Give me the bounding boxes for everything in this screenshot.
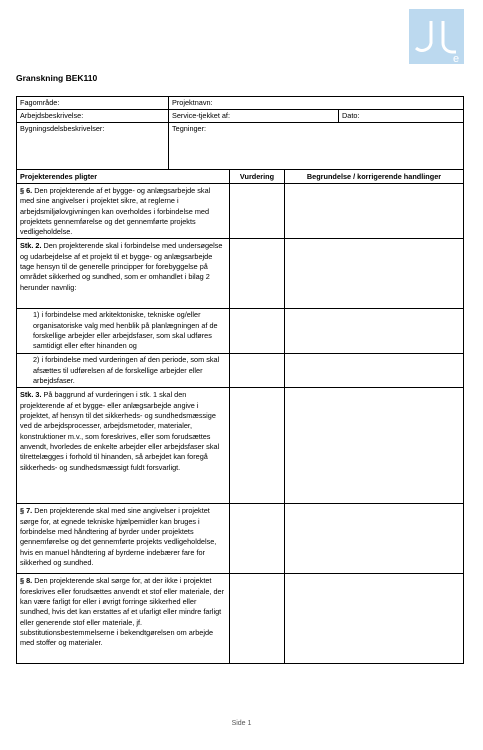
tegninger-label: Tegninger: xyxy=(169,123,464,170)
vurdering-cell[interactable] xyxy=(230,239,285,309)
arbejdsbeskrivelse-label: Arbejdsbeskrivelse: xyxy=(17,110,169,123)
page-footer: Side 1 xyxy=(231,720,252,727)
begrundelse-cell[interactable] xyxy=(285,504,464,574)
svg-text:e: e xyxy=(453,53,460,64)
duty-subitem-text: 1) i forbindelse med arkitektoniske, tekniske og/eller organisatoriske valg med henblik på planlægningen af de forskellige arbejder eller arbejdsfaser, som skal udføres samtidigt eller efter hinanden og xyxy=(17,309,230,354)
duty-text: Stk. 2. Den projekterende skal i forbindelse med undersøgelse og udarbejdelse af et projekt til et bygge- og anlægsarbejde tage hensyn til de generelle principper for forebyggelse på området sikkerhed og sundhed, som er omhandlet i bilag 2 herunder navnlig: xyxy=(17,239,230,309)
begrundelse-cell[interactable] xyxy=(285,574,464,664)
duty-text: § 6. Den projekterende af et bygge- og anlægsarbejde skal med sine angivelser i projektet sikre, at reglerne i arbejdsmiljølovgivningen kan overholdes i forbindelse med projektets gennemførelse og det gennemførte projekts vedligeholdelse. xyxy=(17,184,230,239)
vurdering-cell[interactable] xyxy=(230,574,285,664)
fagomraade-label: Fagområde: xyxy=(17,97,169,110)
begrundelse-cell[interactable] xyxy=(285,184,464,239)
vurdering-cell[interactable] xyxy=(230,184,285,239)
table-row xyxy=(17,239,464,309)
column-header-begrundelse: Begrundelse / korrigerende handlinger xyxy=(285,170,464,184)
duty-text: § 7. Den projekterende skal med sine angivelser i projektet sørge for, at egnede tekniske hjælpemidler kan bruges i forbindelse med håndtering af byrder under projektets gennemførelse og det gennemførte projekts vedligeholdelse, hvis en manuel håndtering af byrderne indebærer fare for sikkerhed og sundhed. xyxy=(17,504,230,574)
duty-text: § 8. Den projekterende skal sørge for, at der ikke i projektet foreskrives eller forudsættes anvendt et stof eller materiale, der kan være farligt for eller i øvrigt forringe sikkerhed eller sundhed, hvis det kan erstattes af et ufarligt eller mindre farligt eller generende stof eller materiale, jf. substitutionsbestemmelserne i bekendtgørelsen om arbejde med stoffer og materialer. xyxy=(17,574,230,664)
vurdering-cell[interactable] xyxy=(230,504,285,574)
company-logo xyxy=(409,9,464,64)
begrundelse-cell[interactable] xyxy=(285,239,464,309)
table-row xyxy=(17,388,464,504)
vurdering-cell[interactable] xyxy=(230,309,285,354)
service-tjekket-label: Service-tjekket af: xyxy=(169,110,339,123)
begrundelse-cell[interactable] xyxy=(285,388,464,504)
projektnavn-label: Projektnavn: xyxy=(169,97,464,110)
page-title: Granskning BEK110 xyxy=(16,73,98,83)
begrundelse-cell[interactable] xyxy=(285,354,464,388)
table-row xyxy=(17,504,464,574)
table-row xyxy=(17,574,464,664)
column-header-pligter: Projekterendes pligter xyxy=(17,170,230,184)
table-row xyxy=(17,354,464,388)
duty-subitem-text: 2) i forbindelse med vurderingen af den periode, som skal afsættes til udførelsen af de forskellige arbejder eller arbejdsfaser. xyxy=(17,354,230,388)
duty-text: Stk. 3. På baggrund af vurderingen i stk. 1 skal den projekterende af et bygge- eller anlægsarbejde angive i projektet, af hensyn til det sikkerheds- og sundhedsmæssige ved de arbejdsprocesser, arbejdsmetoder, materialer, konstruktioner m.v., som foreskrives, eller som forudsættes anvendt, hvorledes de enkelte arbejder eller arbejdsfaser skal tilrettelægges i forhold til hinanden, så arbejdet kan foregå sikkerheds- og sundhedsmæssigt fuldt forsvarligt. xyxy=(17,388,230,504)
table-row xyxy=(17,184,464,239)
vurdering-cell[interactable] xyxy=(230,388,285,504)
table-row xyxy=(17,309,464,354)
column-header-vurdering: Vurdering xyxy=(230,170,285,184)
begrundelse-cell[interactable] xyxy=(285,309,464,354)
bygningsdel-label: Bygningsdelsbeskrivelser: xyxy=(17,123,169,170)
duties-table xyxy=(16,169,464,664)
vurdering-cell[interactable] xyxy=(230,354,285,388)
project-info-table xyxy=(16,96,464,170)
dato-label: Dato: xyxy=(339,110,464,123)
